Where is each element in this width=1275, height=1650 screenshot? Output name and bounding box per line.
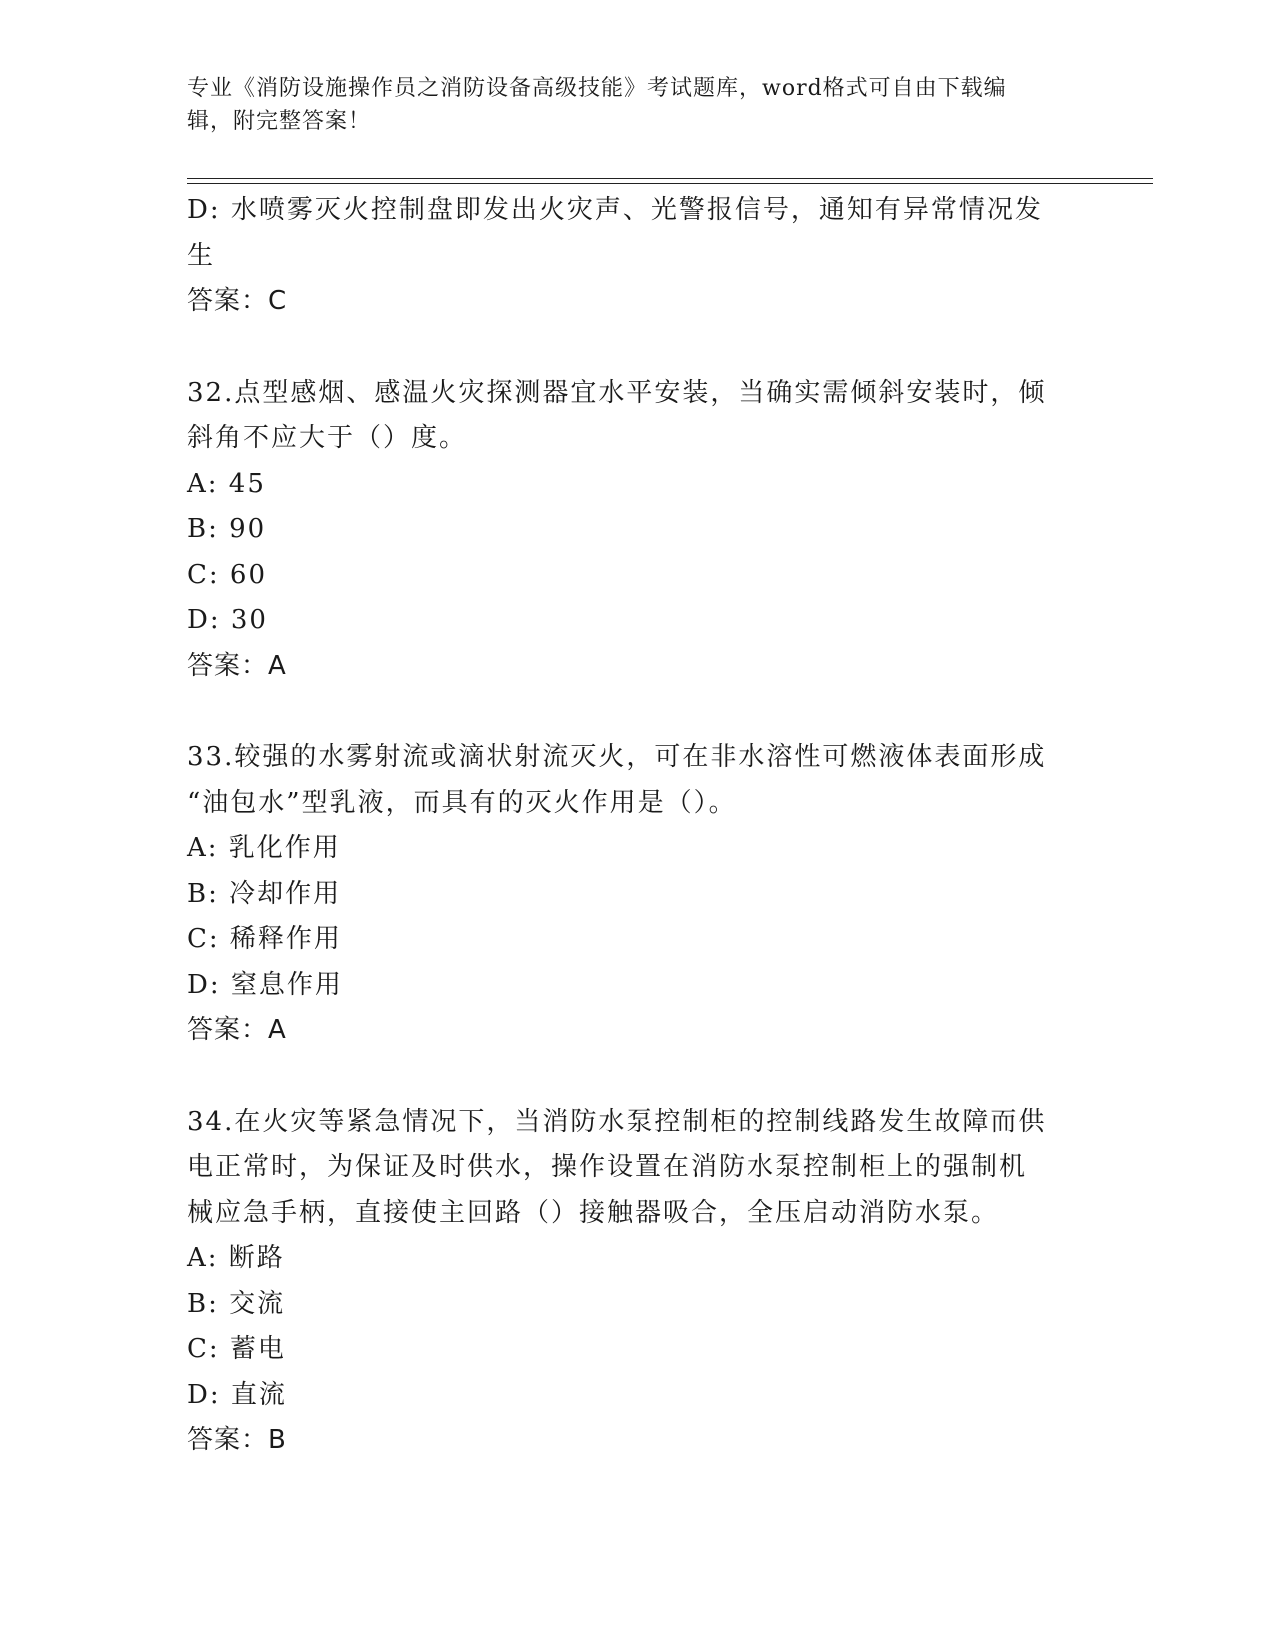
option-d: D: 水喷雾灭火控制盘即发出火灾声、光警报信号，通知有异常情况发 <box>187 195 1043 225</box>
option-b: B: 90 <box>187 514 267 544</box>
option-c: C: 蓄电 <box>187 1334 286 1364</box>
question-stem-line: 电正常时，为保证及时供水，操作设置在消防水泵控制柜上的强制机 <box>187 1152 1028 1182</box>
option-b: B: 冷却作用 <box>187 878 342 909</box>
question-stem-line: 33.较强的水雾射流或滴状射流灭火，可在非水溶性可燃液体表面形成 <box>187 742 1047 772</box>
option-a: A: 45 <box>187 468 266 499</box>
option-d: D: 窒息作用 <box>187 969 343 1000</box>
option-d: D: 30 <box>187 605 268 635</box>
option-a: A: 断路 <box>187 1243 285 1273</box>
option-c: C: 60 <box>187 559 268 590</box>
question-34 <box>187 1100 1077 1464</box>
question-stem-line: 34.在火灾等紧急情况下，当消防水泵控制柜的控制线路发生故障而供 <box>187 1106 1047 1137</box>
answer-line: 答案：C <box>187 286 288 316</box>
question-32 <box>187 371 1077 690</box>
prev-question-tail <box>187 188 1077 325</box>
question-stem-line: 斜角不应大于（）度。 <box>187 423 468 453</box>
page-header <box>187 72 1067 138</box>
header-rule-bottom <box>187 183 1153 184</box>
question-stem-line: “油包水”型乳液，而具有的灭火作用是（）。 <box>187 787 737 818</box>
answer-line: 答案：A <box>187 650 287 681</box>
option-b: B: 交流 <box>187 1288 286 1319</box>
header-rule-top <box>187 178 1153 179</box>
answer-line: 答案：A <box>187 1015 287 1045</box>
option-a: A: 乳化作用 <box>187 833 341 863</box>
header-line-1: 专业《消防设施操作员之消防设备高级技能》考试题库，word格式可自由下载编 <box>187 76 1007 101</box>
answer-line: 答案：B <box>187 1425 287 1455</box>
option-d: D: 直流 <box>187 1379 287 1410</box>
question-stem-line: 械应急手柄，直接使主回路（）接触器吸合，全压启动消防水泵。 <box>187 1197 1000 1228</box>
option-d-continued: 生 <box>187 240 216 271</box>
question-stem-line: 32.点型感烟、感温火灾探测器宜水平安装，当确实需倾斜安装时，倾 <box>187 377 1047 408</box>
question-33 <box>187 735 1077 1054</box>
header-line-2: 辑，附完整答案！ <box>187 109 372 134</box>
question-content <box>187 188 1077 1464</box>
option-c: C: 稀释作用 <box>187 924 342 954</box>
